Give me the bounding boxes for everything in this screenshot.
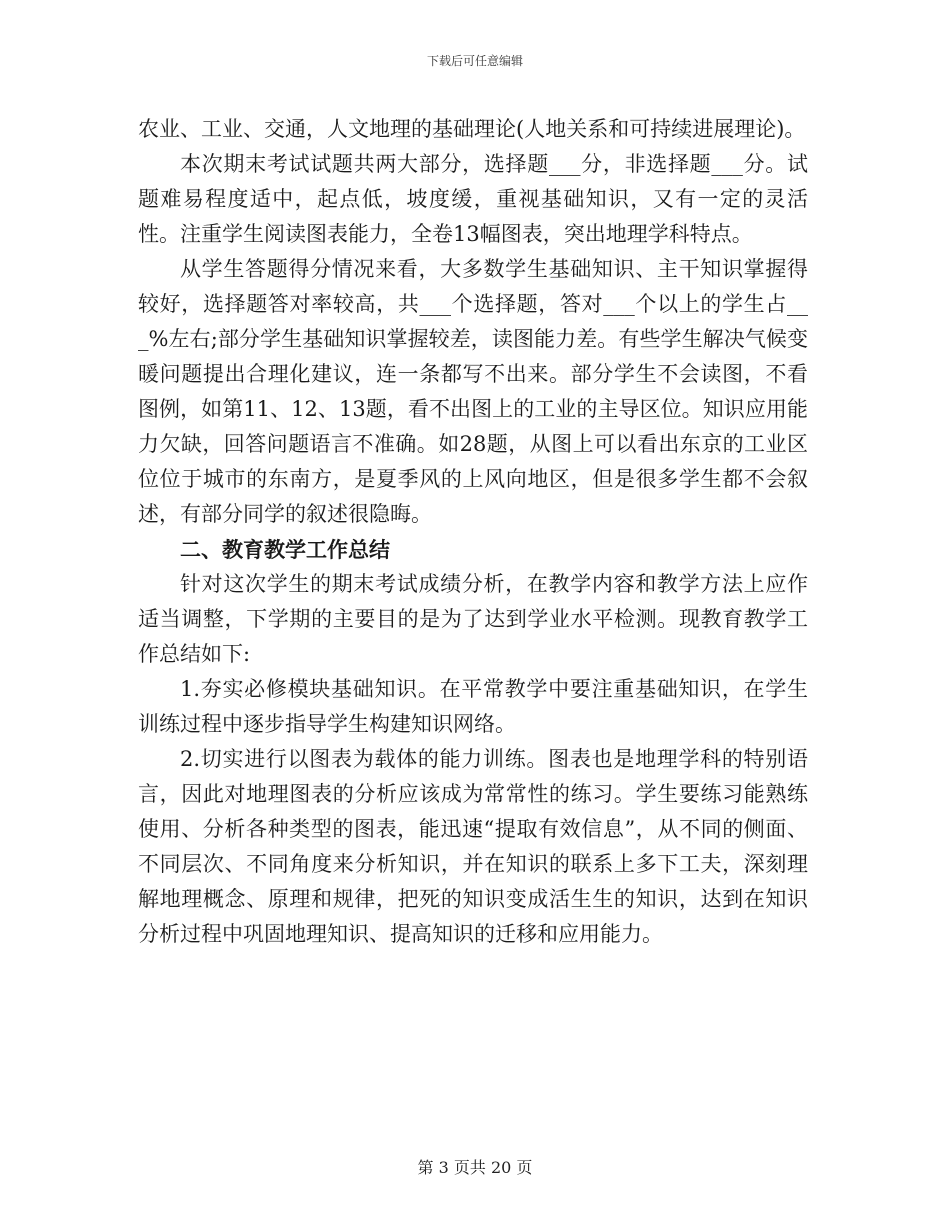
paragraph-exam-structure: 本次期末考试试题共两大部分，选择题___分，非选择题___分。试题难易程度适中，起点低，坡度缓，重视基础知识，又有一定的灵活性。注重学生阅读图表能力，全卷13幅图表，突出地理学科特点。 xyxy=(138,152,808,246)
document-body xyxy=(138,112,808,952)
paragraph-continuation: 农业、工业、交通，人文地理的基础理论(人地关系和可持续进展理论)。 xyxy=(138,117,806,141)
section-heading: 二、教育教学工作总结 xyxy=(180,537,390,562)
list-item-1: 1.夯实必修模块基础知识。在平常教学中要注重基础知识，在学生训练过程中逐步指导学生构建知识网络。 xyxy=(138,677,808,736)
paragraph-student-performance: 从学生答题得分情况来看，大多数学生基础知识、主干知识掌握得较好，选择题答对率较高，共___个选择题，答对___个以上的学生占___%左右;部分学生基础知识掌握较差，读图能力差。有些学生解决气候变暖问题提出合理化建议，连一条都写不出来。部分学生不会读图，不看图例，如第11、12、13题，看不出图上的工业的主导区位。知识应用能力欠缺，回答问题语言不准确。如28题，从图上可以看出东京的工业区位位于城市的东南方，是夏季风的上风向地区，但是很多学生都不会叙述，有部分同学的叙述很隐晦。 xyxy=(138,257,808,526)
paragraph-adjustment: 针对这次学生的期末考试成绩分析，在教学内容和教学方法上应作适当调整，下学期的主要目的是为了达到学业水平检测。现教育教学工作总结如下: xyxy=(138,572,808,666)
page-footer: 第 3 页共 20 页 xyxy=(417,1158,533,1177)
list-item-2: 2.切实进行以图表为载体的能力训练。图表也是地理学科的特别语言，因此对地理图表的分析应该成为常常性的练习。学生要练习能熟练使用、分析各种类型的图表，能迅速“提取有效信息”，从不同的侧面、不同层次、不同角度来分析知识，并在知识的联系上多下工夫，深刻理解地理概念、原理和规律，把死的知识变成活生生的知识，达到在知识分析过程中巩固地理知识、提高知识的迁移和应用能力。 xyxy=(138,747,808,946)
page-header: 下载后可任意编辑 xyxy=(426,54,523,68)
